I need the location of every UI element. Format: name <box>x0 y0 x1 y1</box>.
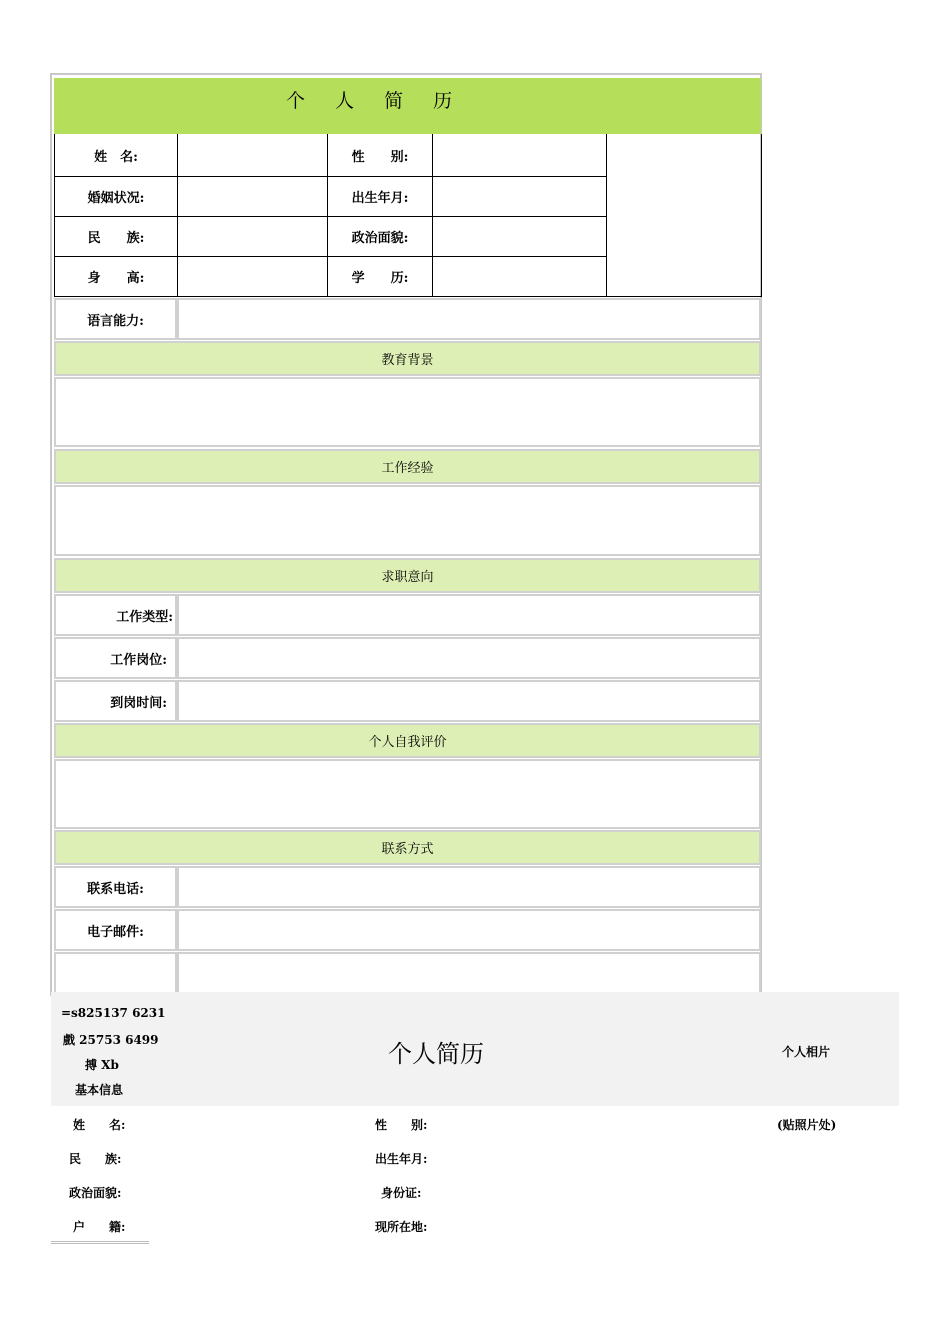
ethnic-label: 民 族: <box>54 217 178 257</box>
code-line-1: =s825137 6231 <box>61 1006 166 1020</box>
section-education: 教育背景 <box>54 341 761 376</box>
extra-label-cell[interactable] <box>54 952 177 994</box>
extra-field[interactable] <box>177 952 761 994</box>
photo-hint: (贴照片处) <box>777 1118 837 1132</box>
political-label: 政治面貌: <box>328 217 433 257</box>
r2-gender-label: 性 别: <box>375 1118 428 1132</box>
phone-field[interactable] <box>177 866 761 908</box>
ethnic-field[interactable] <box>178 217 328 257</box>
section-intent: 求职意向 <box>54 558 761 593</box>
code-line-3: 搏 Xb <box>85 1058 119 1072</box>
job-post-field[interactable] <box>177 637 761 679</box>
education-content[interactable] <box>54 377 761 447</box>
gender-label: 性 别: <box>328 134 433 177</box>
resume-title-bar <box>54 78 761 134</box>
height-label: 身 高: <box>54 257 178 297</box>
r2-birth-label: 出生年月: <box>375 1152 428 1166</box>
email-field[interactable] <box>177 909 761 951</box>
self-eval-content[interactable] <box>54 759 761 829</box>
language-field[interactable] <box>177 298 761 340</box>
job-post-label: 工作岗位: <box>54 637 177 679</box>
job-type-field[interactable] <box>177 594 761 636</box>
work-content[interactable] <box>54 485 761 556</box>
r2-ethnic-label: 民 族: <box>69 1152 122 1166</box>
email-label: 电子邮件: <box>54 909 177 951</box>
section-self-eval: 个人自我评价 <box>54 723 761 758</box>
marital-label: 婚姻状况: <box>54 177 178 217</box>
birth-field[interactable] <box>433 177 607 217</box>
resume2-title: 个人简历 <box>388 1040 484 1068</box>
phone-label: 联系电话: <box>54 866 177 908</box>
height-field[interactable] <box>178 257 328 297</box>
photo-area[interactable] <box>607 134 762 297</box>
resume-form-2 <box>51 992 899 1252</box>
resume-form-1 <box>50 73 762 996</box>
language-label: 语言能力: <box>54 298 177 340</box>
r2-hukou-label: 户 籍: <box>73 1220 126 1234</box>
r2-idcard-label: 身份证: <box>381 1186 422 1200</box>
section-contact: 联系方式 <box>54 830 761 865</box>
political-field[interactable] <box>433 217 607 257</box>
name-label: 姓 名: <box>54 134 178 177</box>
r2-location-label: 现所在地: <box>375 1220 428 1234</box>
photo-label: 个人相片 <box>782 1045 831 1059</box>
job-type-label: 工作类型: <box>54 594 177 636</box>
r2-name-label: 姓 名: <box>73 1118 126 1132</box>
name-field[interactable] <box>178 134 328 177</box>
section-work: 工作经验 <box>54 449 761 484</box>
education-field[interactable] <box>433 257 607 297</box>
marital-field[interactable] <box>178 177 328 217</box>
arrival-label: 到岗时间: <box>54 680 177 722</box>
resume-title: 个 人 简 历 <box>286 90 465 112</box>
bottom-divider <box>51 1241 149 1244</box>
gender-field[interactable] <box>433 134 607 177</box>
arrival-field[interactable] <box>177 680 761 722</box>
basic-info-heading: 基本信息 <box>75 1083 124 1097</box>
r2-political-label: 政治面貌: <box>69 1186 122 1200</box>
birth-label: 出生年月: <box>328 177 433 217</box>
education-label: 学 历: <box>328 257 433 297</box>
code-line-2: 戲 25753 6499 <box>63 1033 159 1047</box>
